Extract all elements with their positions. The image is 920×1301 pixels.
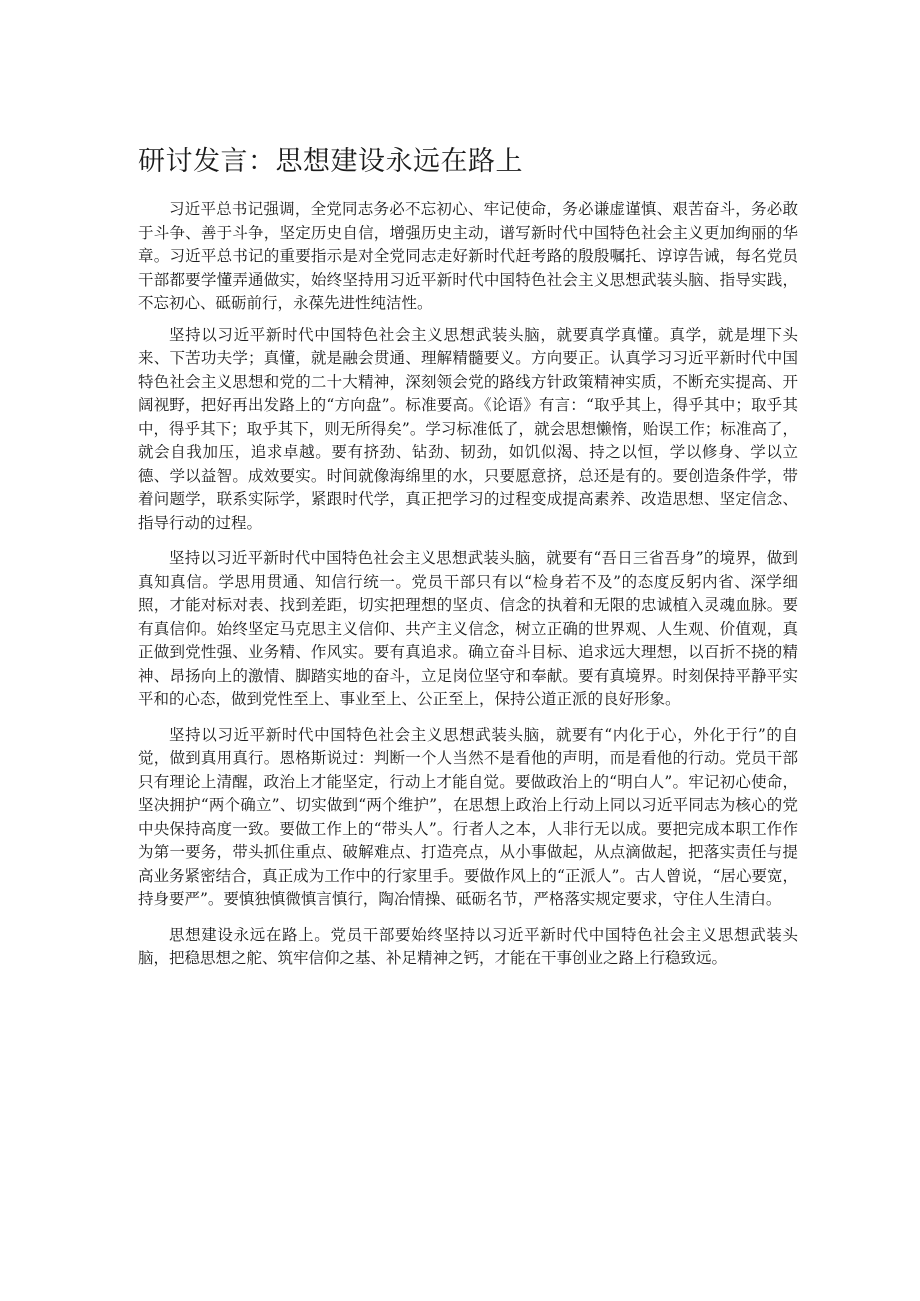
paragraph-conclusion: 思想建设永远在路上。党员干部要始终坚持以习近平新时代中国特色社会主义思想武装头脑，把稳思想之舵、筑牢信仰之基、补足精神之钙，才能在干事创业之路上行稳致远。 [138,925,798,967]
paragraph-study: 坚持以习近平新时代中国特色社会主义思想武装头脑，就要真学真懂。真学，就是埋下头来、下苦功夫学；真懂，就是融会贯通、理解精髓要义。方向要正。认真学习习近平新时代中国特色社会主义思想和党的二十大精神，深刻领会党的路线方针政策精神实质，不断充实提高、开阔视野，把好再出发路上的“方向盘”。标准要高。《论语》有言：“取乎其上，得乎其中；取乎其中，得乎其下；取乎其下，则无所得矣”。学习标准低了，就会思想懒惰，贻误工作；标准高了，就会自我加压，追求卓越。要有挤劲、钻劲、韧劲，如饥似渴、持之以恒，学以修身、学以立德、学以益智。成效要实。时间就像海绵里的水，只要愿意挤，总还是有的。要创造条件学，带着问题学，联系实际学，紧跟时代学，真正把学习的过程变成提高素养、改造思想、坚定信念、指导行动的过程。 [138,325,798,532]
document-page [138,140,798,979]
paragraph-belief: 坚持以习近平新时代中国特色社会主义思想武装头脑，就要有“吾日三省吾身”的境界，做到真知真信。学思用贯通、知信行统一。党员干部只有以“检身若不及”的态度反躬内省、深学细照，才能对标对表、找到差距，切实把理想的坚贞、信念的执着和无限的忠诚植入灵魂血脉。要有真信仰。始终坚定马克思主义信仰、共产主义信念，树立正确的世界观、人生观、价值观，真正做到党性强、业务精、作风实。要有真追求。确立奋斗目标、追求远大理想，以百折不挠的精神、昂扬向上的激情、脚踏实地的奋斗，立足岗位坚守和奉献。要有真境界。时刻保持平静平实平和的心态，做到党性至上、事业至上、公正至上，保持公道正派的良好形象。 [138,549,798,708]
paragraph-practice: 坚持以习近平新时代中国特色社会主义思想武装头脑，就要有“内化于心，外化于行”的自觉，做到真用真行。恩格斯说过：判断一个人当然不是看他的声明，而是看他的行动。党员干部只有理论上清醒，政治上才能坚定，行动上才能自觉。要做政治上的“明白人”。牢记初心使命，坚决拥护“两个确立”、切实做到“两个维护”，在思想上政治上行动上同以习近平同志为核心的党中央保持高度一致。要做工作上的“带头人”。行者人之本，人非行无以成。要把完成本职工作作为第一要务，带头抓住重点、破解难点、打造亮点，从小事做起，从点滴做起，把落实责任与提高业务紧密结合，真正成为工作中的行家里手。要做作风上的“正派人”。古人曾说，“居心要宽，持身要严”。要慎独慎微慎言慎行，陶冶情操、砥砺名节，严格落实规定要求，守住人生清白。 [138,725,798,908]
paragraph-intro: 习近平总书记强调，全党同志务必不忘初心、牢记使命，务必谦虚谨慎、艰苦奋斗，务必敢于斗争、善于斗争，坚定历史自信，增强历史主动，谱写新时代中国特色社会主义更加绚丽的华章。习近平总书记的重要指示是对全党同志走好新时代赶考路的殷殷嘱托、谆谆告诫，每名党员干部都要学懂弄通做实，始终坚持用习近平新时代中国特色社会主义思想武装头脑、指导实践，不忘初心、砥砺前行，永葆先进性纯洁性。 [138,200,798,312]
document-title: 研讨发言：思想建设永远在路上 [138,146,523,177]
